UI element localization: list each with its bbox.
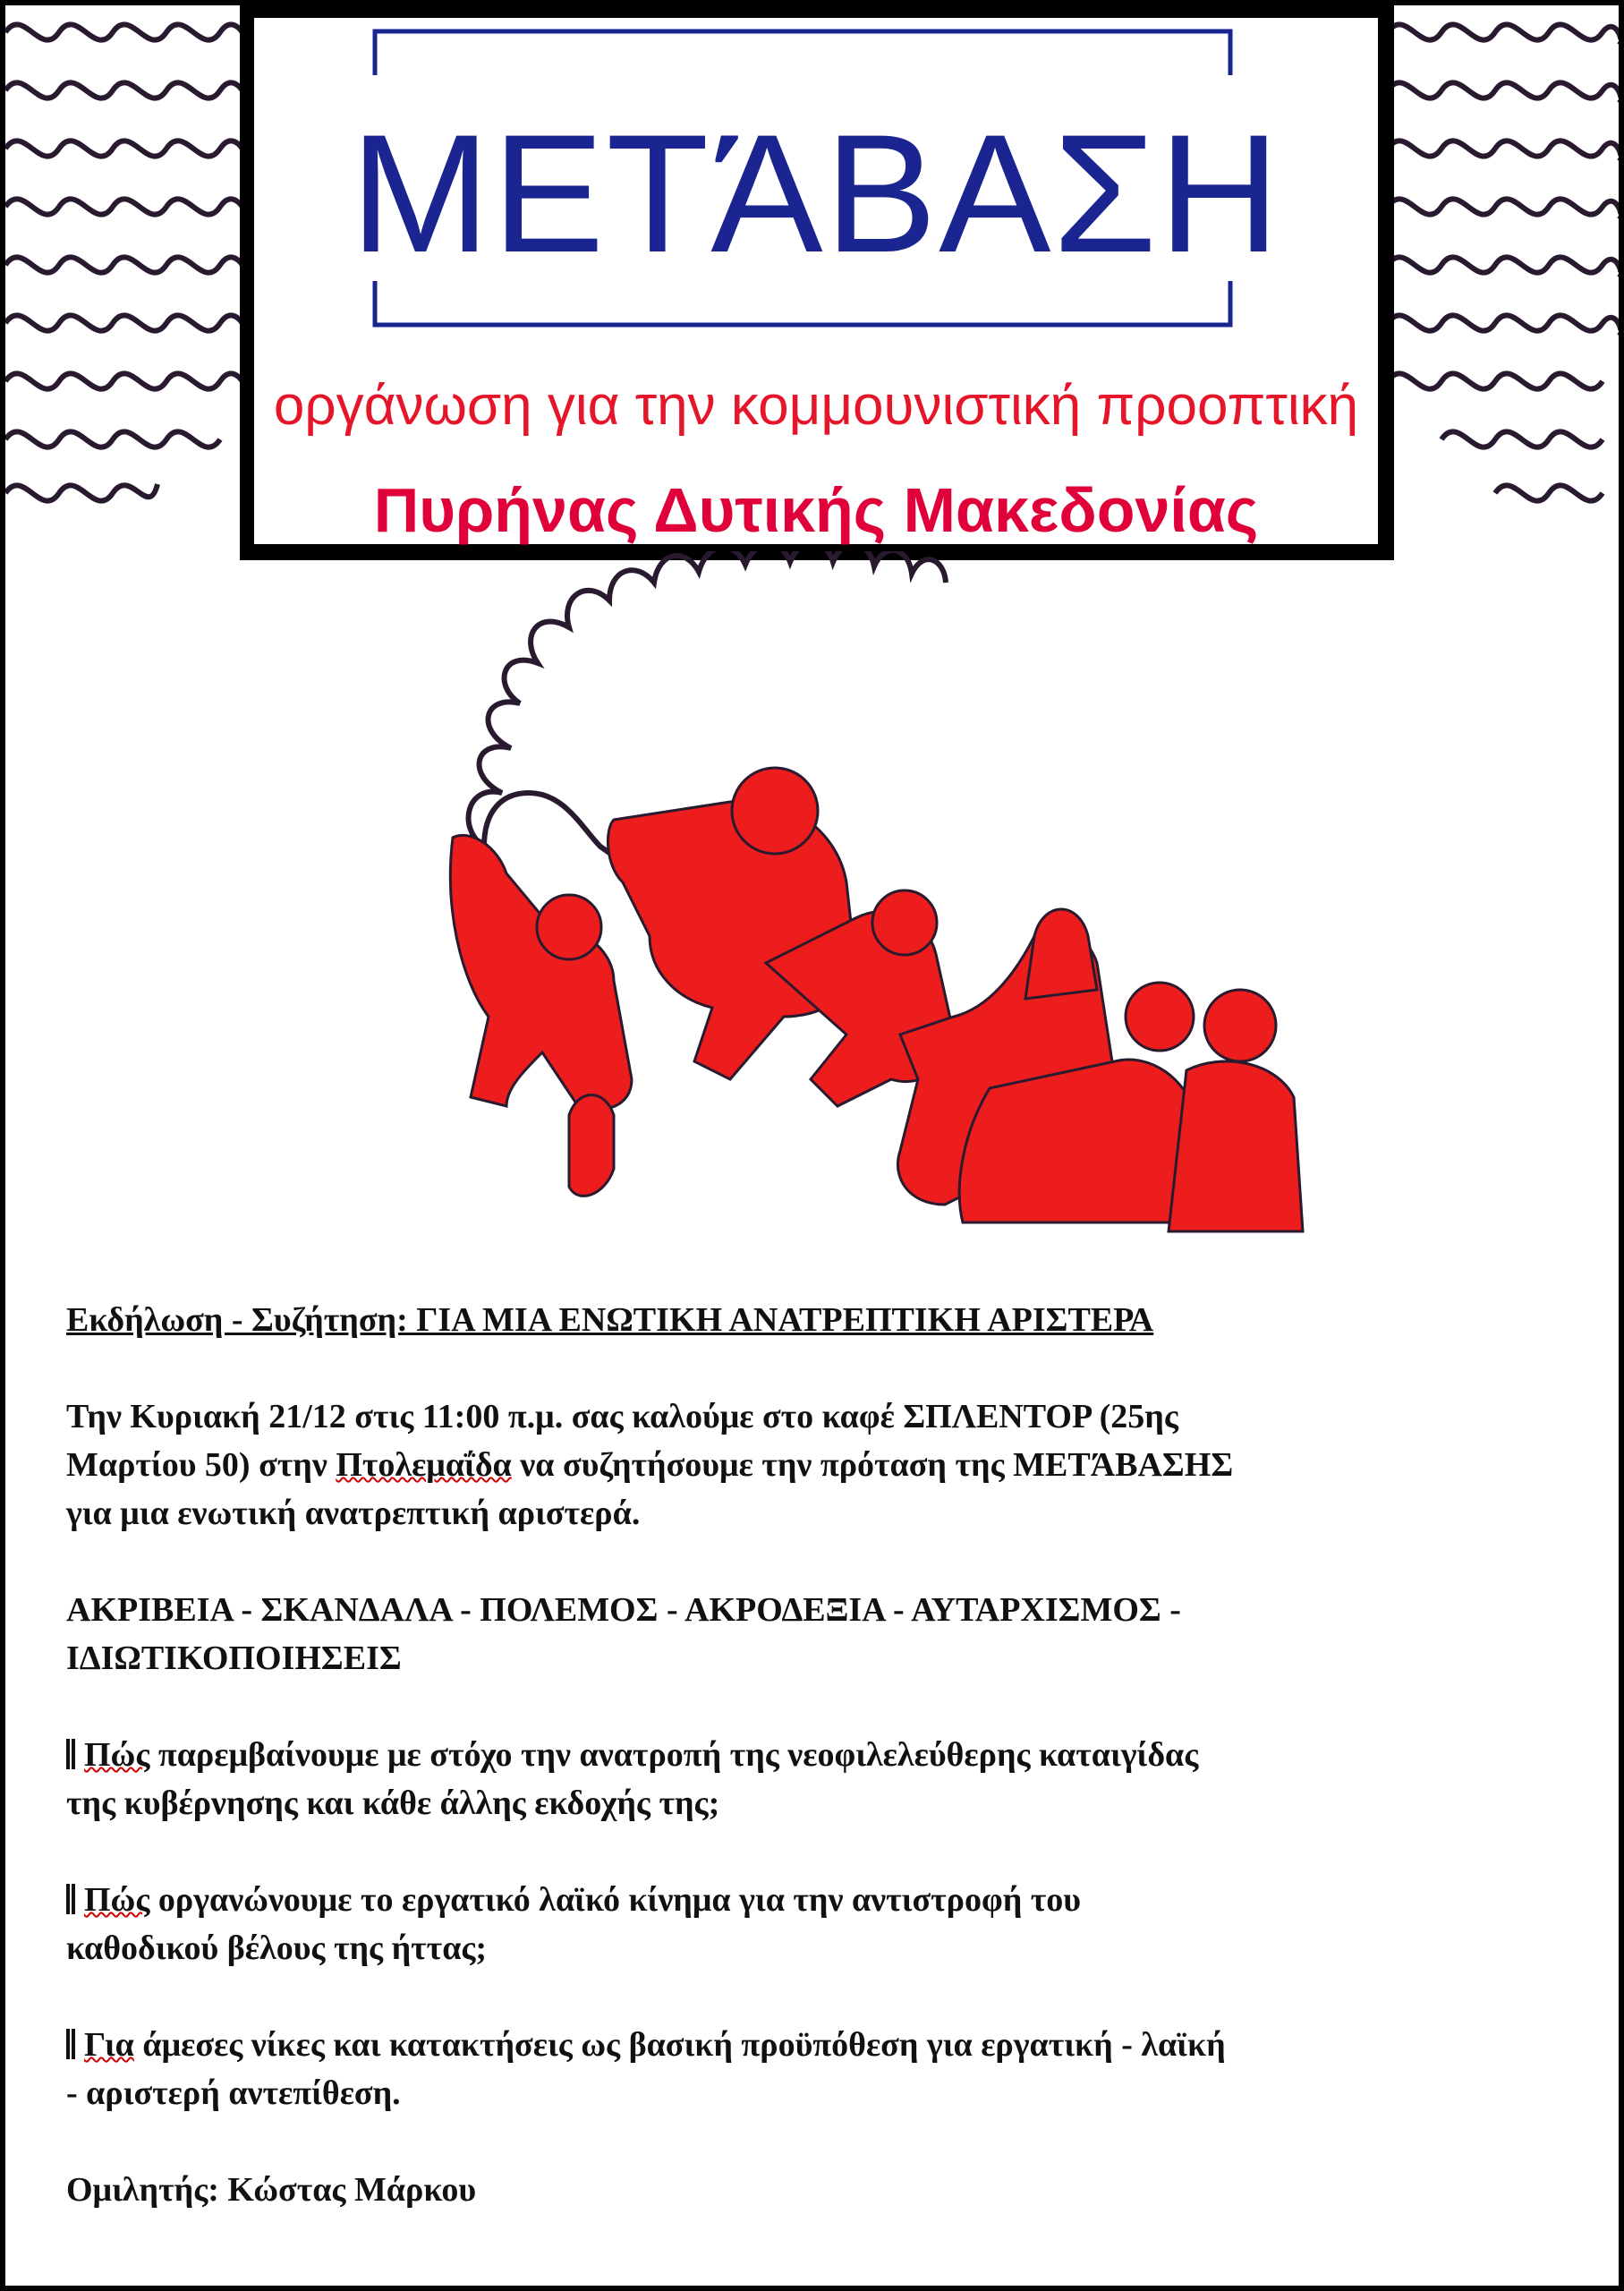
question-2-line-1 (66, 1876, 1587, 1924)
topics-line-1: ΑΚΡΙΒΕΙΑ - ΣΚΑΝΔΑΛΑ - ΠΟΛΕΜΟΣ - ΑΚΡΟΔΕΞΙΑ - ΑΥΤΑΡΧΙΣΜΟΣ - (66, 1591, 1181, 1629)
topics-line-2: ΙΔΙΩΤΙΚΟΠΟΙΗΣΕΙΣ (66, 1639, 402, 1677)
question-1-word: Πώς (84, 1736, 150, 1774)
speaker: Ομιλητής: Κώστας Μάρκου (66, 2171, 477, 2209)
question-2-line-2: καθοδικού βέλους της ήττας; (66, 1929, 488, 1967)
logo-title: ΜΕΤΆΒΑΣΗ (350, 99, 1282, 287)
question-1-line-1 (66, 1731, 1587, 1779)
intro-line-3: για μια ενωτική ανατρεπτική αριστερά. (66, 1495, 641, 1532)
question-3-word: Για (84, 2026, 134, 2064)
event-heading: Εκδήλωση - Συζήτηση: ΓΙΑ ΜΙΑ ΕΝΩΤΙΚΗ ΑΝΑΤΡΕΠΤΙΚΗ ΑΡΙΣΤΕΡΑ (66, 1301, 1154, 1339)
intro-line-1: Την Κυριακή 21/12 στις 11:00 π.μ. σας καλούμε στο καφέ ΣΠΛΕΝΤΟΡ (25ης (66, 1398, 1178, 1435)
place-name: Πτολεμαΐδα (336, 1446, 512, 1484)
event-text (66, 1296, 1587, 2214)
question-1-line-2: της κυβέρνησης και κάθε άλλης εκδοχής της; (66, 1784, 720, 1822)
bullet-icon (66, 1739, 75, 1769)
intro-line-2 (66, 1441, 1587, 1489)
question-2-text: οργανώνουμε το εργατικό λαϊκό κίνημα για την αντιστροφή του (157, 1881, 1082, 1919)
branch-name: Πυρήνας Δυτικής Μακεδονίας (373, 475, 1259, 545)
intro-line-2a: Μαρτίου 50) στην (66, 1446, 327, 1484)
question-3-line-1 (66, 2021, 1587, 2069)
bullet-icon (66, 1884, 75, 1914)
question-3-line-2: - αριστερή αντεπίθεση. (66, 2074, 401, 2112)
question-2-word: Πώς (84, 1881, 150, 1919)
logo-panel (254, 18, 1378, 474)
bullet-icon (66, 2029, 75, 2059)
question-3-text: άμεσες νίκες και κατακτήσεις ως βασική προϋπόθεση για εργατική - λαϊκή (142, 2026, 1226, 2064)
header-box (240, 5, 1394, 560)
decorative-loop-pattern-icon (1388, 5, 1619, 533)
intro-line-2c: να συζητήσουμε την πρόταση της ΜΕΤΆΒΑΣΗΣ (520, 1446, 1234, 1484)
tug-of-war-illustration-icon (345, 551, 1419, 1240)
question-1-text: παρεμβαίνουμε με στόχο την ανατροπή της νεοφιλελεύθερης καταιγίδας (157, 1736, 1199, 1774)
branch-band (254, 474, 1378, 544)
decorative-loop-pattern-icon (5, 5, 242, 533)
poster (5, 5, 1619, 2286)
logo-subtitle: οργάνωση για την κομμουνιστική προοπτική (273, 375, 1359, 437)
